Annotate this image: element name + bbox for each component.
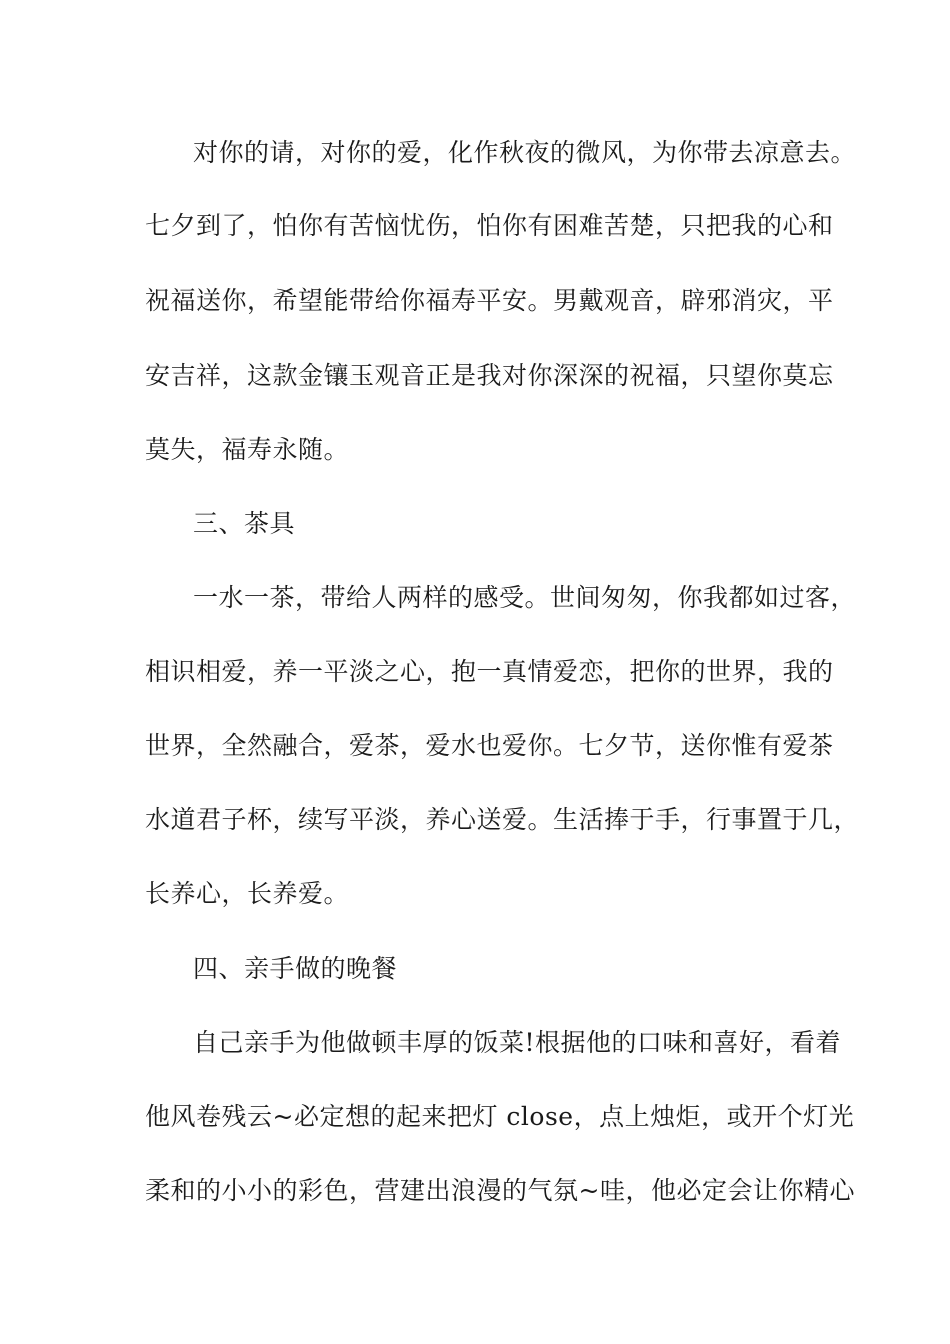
- paragraph-line: 长养心，长养爱。: [145, 879, 350, 908]
- paragraph-line: 世界，全然融合，爱茶，爱水也爱你。七夕节，送你惟有爱茶: [145, 731, 834, 760]
- paragraph-line: 相识相爱，养一平淡之心，抱一真情爱恋，把你的世界，我的: [145, 657, 834, 686]
- paragraph-line: 他风卷残云~必定想的起来把灯 close，点上烛炬，或开个灯光: [145, 1102, 855, 1131]
- paragraph-line: 一水一茶，带给人两样的感受。世间匆匆，你我都如过客，: [193, 583, 857, 612]
- paragraph-line: 柔和的小小的彩色，营建出浪漫的气氛~哇，他必定会让你精心: [145, 1176, 855, 1205]
- paragraph-line: 自己亲手为他做顿丰厚的饭菜!根据他的口味和喜好，看着: [193, 1028, 842, 1057]
- paragraph-line: 七夕到了，怕你有苦恼忧伤，怕你有困难苦楚，只把我的心和: [145, 211, 834, 240]
- section-heading: 三、茶具: [193, 509, 296, 538]
- paragraph-line: 祝福送你，希望能带给你福寿平安。男戴观音，辟邪消灾，平: [145, 286, 834, 315]
- paragraph-line: 对你的请，对你的爱，化作秋夜的微风，为你带去凉意去。: [193, 138, 857, 167]
- paragraph-line: 水道君子杯，续写平淡，养心送爱。生活捧于手，行事置于几，: [145, 805, 860, 834]
- paragraph-line: 安吉祥，这款金镶玉观音正是我对你深深的祝福，只望你莫忘: [145, 361, 834, 390]
- section-heading: 四、亲手做的晚餐: [193, 954, 398, 983]
- paragraph-line: 莫失，福寿永随。: [145, 435, 350, 464]
